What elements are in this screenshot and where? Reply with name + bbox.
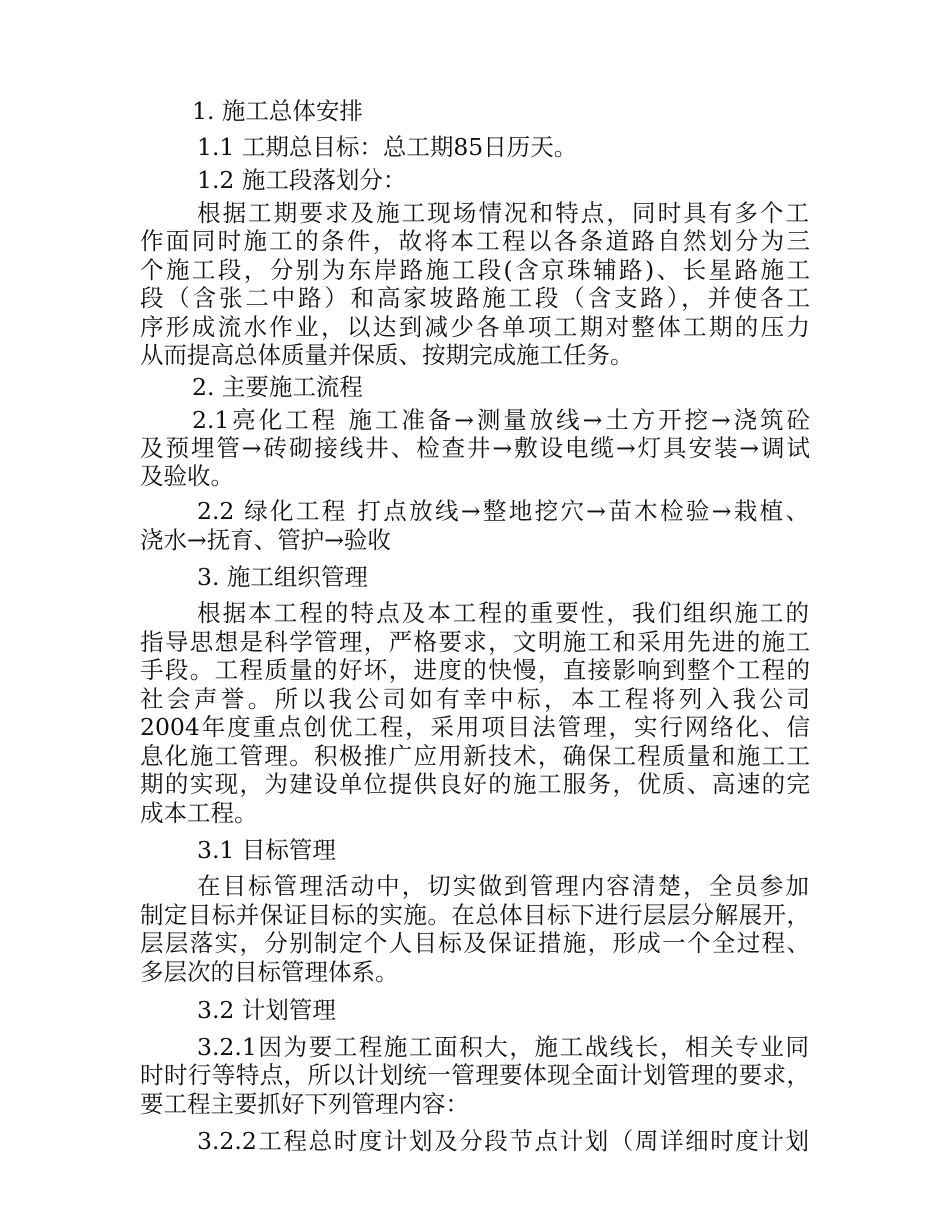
paragraph-line: 手段。工程质量的好坏，进度的快慢，直接影响到整个工程的	[140, 656, 810, 684]
paragraph-line: 层层落实，分别制定个人目标及保证措施，形成一个全过程、	[140, 929, 810, 957]
paragraph-line: 从而提高总体质量并保质、按期完成施工任务。	[140, 341, 634, 369]
paragraph-line: 2.2 绿化工程 打点放线→整地挖穴→苗木检验→栽植、	[197, 497, 809, 525]
paragraph-line: 个施工段，分别为东岸路施工段(含京珠辅路)、长星路施工	[140, 256, 810, 284]
paragraph-line: 2.1亮化工程 施工准备→测量放线→土方开挖→浇筑砼	[192, 406, 810, 434]
paragraph-line: 息化施工管理。积极推广应用新技术，确保工程质量和施工工	[140, 742, 810, 770]
heading-1-1: 1.1 工期总目标：总工期85日历天。	[197, 133, 578, 161]
heading-1: 1. 施工总体安排	[192, 97, 363, 125]
paragraph-line: 根据本工程的特点及本工程的重要性，我们组织施工的	[197, 599, 809, 627]
paragraph-line: 及验收。	[140, 462, 234, 490]
paragraph-line: 时时行等特点，所以计划统一管理要体现全面计划管理的要求，	[140, 1061, 810, 1089]
paragraph-line: 指导思想是科学管理，严格要求，文明施工和采用先进的施工	[140, 628, 810, 656]
paragraph-line: 作面同时施工的条件，故将本工程以各条道路自然划分为三	[140, 227, 810, 255]
paragraph-line: 期的实现，为建设单位提供良好的施工服务，优质、高速的完	[140, 770, 810, 798]
paragraph-line: 及预埋管→砖砌接线井、检查井→敷设电缆→灯具安装→调试	[140, 434, 810, 462]
paragraph-line: 制定目标并保证目标的实施。在总体目标下进行层层分解展开，	[140, 901, 810, 929]
paragraph-line: 2004年度重点创优工程，采用项目法管理，实行网络化、信	[140, 713, 810, 741]
heading-1-2: 1.2 施工段落划分：	[197, 166, 407, 194]
paragraph-line: 3.2.2工程总时度计划及分段节点计划（周详细时度计划	[197, 1127, 809, 1155]
paragraph-line: 序形成流水作业，以达到减少各单项工期对整体工期的压力	[140, 313, 810, 341]
heading-3-2: 3.2 计划管理	[197, 996, 336, 1024]
heading-2: 2. 主要施工流程	[192, 373, 363, 401]
paragraph-line: 根据工期要求及施工现场情况和特点，同时具有多个工	[197, 199, 809, 227]
heading-3-1: 3.1 目标管理	[197, 836, 336, 864]
paragraph-line: 浇水→抚育、管护→验收	[140, 526, 391, 554]
paragraph-line: 多层次的目标管理体系。	[140, 958, 399, 986]
paragraph-line: 要工程主要抓好下列管理内容：	[140, 1090, 469, 1118]
paragraph-line: 成本工程。	[140, 799, 258, 827]
paragraph-line: 在目标管理活动中，切实做到管理内容清楚，全员参加	[197, 872, 809, 900]
paragraph-line: 段（含张二中路）和高家坡路施工段（含支路），并使各工	[140, 284, 810, 312]
paragraph-line: 社会声誉。所以我公司如有幸中标，本工程将列入我公司	[140, 685, 810, 713]
heading-3: 3. 施工组织管理	[197, 563, 368, 591]
paragraph-line: 3.2.1因为要工程施工面积大，施工战线长，相关专业同	[197, 1033, 809, 1061]
